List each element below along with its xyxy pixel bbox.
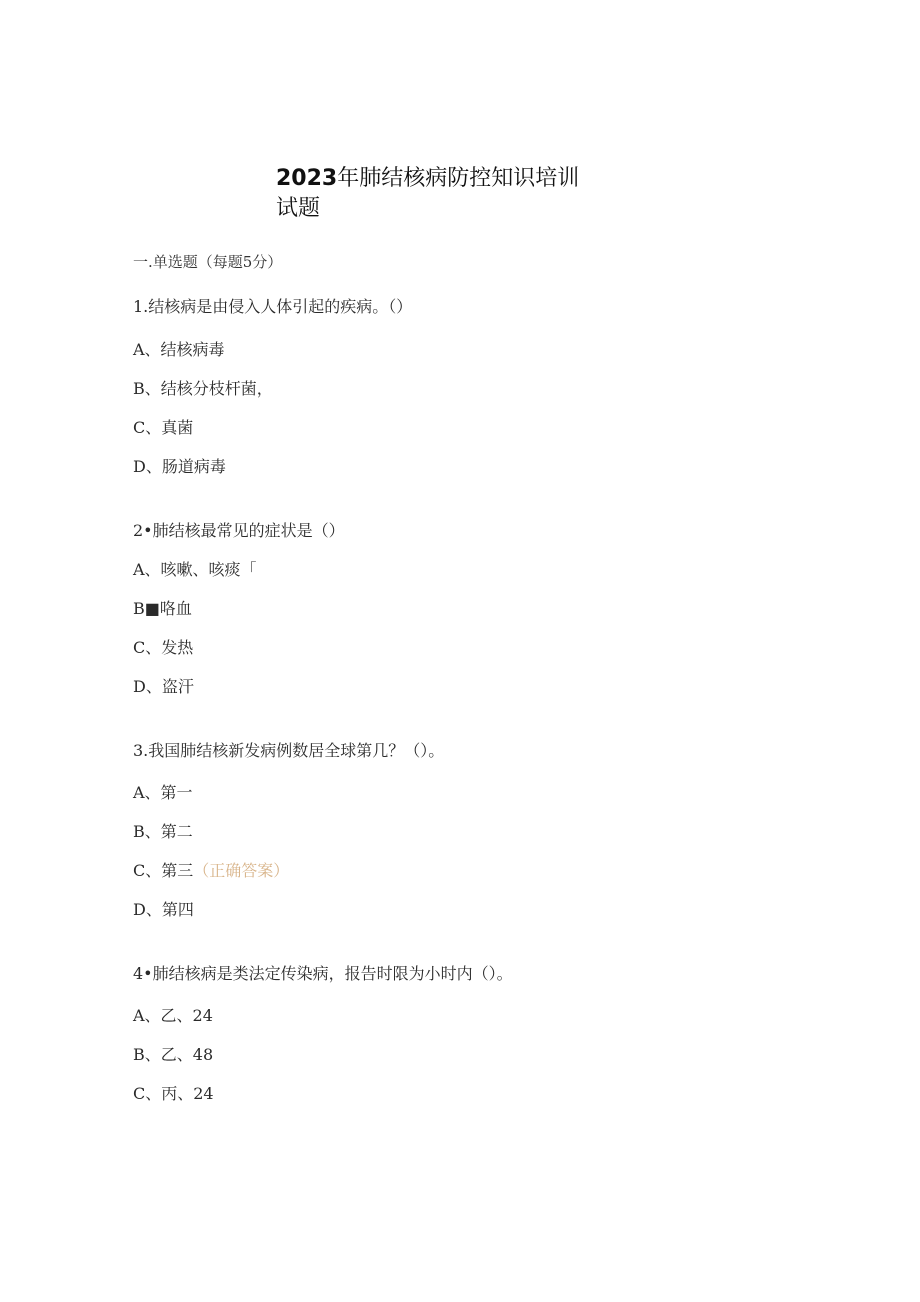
q4-option-c: C、丙、24 <box>133 1084 214 1103</box>
q3-option-b: B、第二 <box>133 822 193 841</box>
question-2: 2•肺结核最常见的症状是（） <box>133 521 345 540</box>
question-3: 3.我国肺结核新发病例数居全球第几？（）。 <box>133 741 445 760</box>
question-4: 4•肺结核病是类法定传染病，报告时限为小时内（）。 <box>133 964 513 983</box>
page-title <box>276 164 596 224</box>
q2-option-a: A、咳嗽、咳痰「 <box>133 560 257 579</box>
q1-option-d: D、肠道病毒 <box>133 457 226 476</box>
question-1: 1.结核病是由侵入人体引起的疾病。（） <box>133 297 413 316</box>
q3-option-a: A、第一 <box>133 783 193 802</box>
q4-option-a: A、乙、24 <box>133 1006 213 1025</box>
q3-option-c: C、第三 <box>133 861 194 880</box>
title-line-2: 试题 <box>276 196 321 221</box>
q1-option-c: C、真菌 <box>133 418 194 437</box>
title-text: 年肺结核病防控知识培训 <box>337 166 580 191</box>
title-line-1 <box>276 164 596 194</box>
q2-option-c: C、发热 <box>133 638 194 657</box>
q1-option-b: B、结核分枝杆菌， <box>133 379 273 398</box>
q2-option-d: D、盗汗 <box>133 677 194 696</box>
section-heading: 一.单选题（每题5分） <box>133 253 283 271</box>
correct-answer-note: （正确答案） <box>193 861 290 880</box>
q1-option-a: A、结核病毒 <box>133 340 225 359</box>
title-year: 2023 <box>276 166 338 191</box>
q3-option-d: D、第四 <box>133 900 194 919</box>
q3-option-c-row <box>133 861 289 881</box>
q4-option-b: B、乙、48 <box>133 1045 214 1064</box>
q2-option-b: B■咯血 <box>133 599 192 618</box>
